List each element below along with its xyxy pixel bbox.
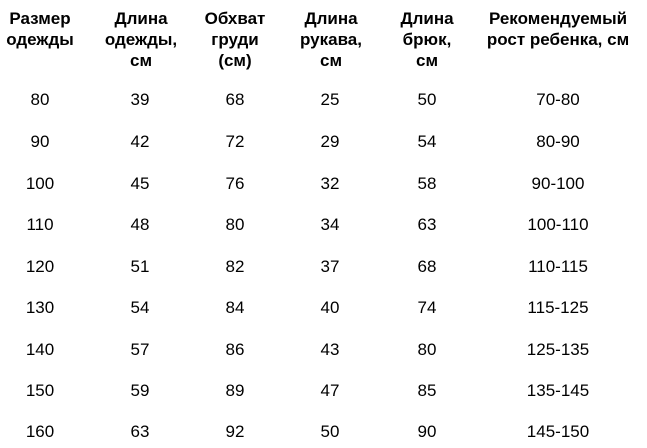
cell-size: 120 [25,257,55,276]
cell-sleeve-length: 37 [320,257,340,276]
cell-chest-girth: 86 [225,340,245,359]
cell-sleeve-length: 32 [320,174,340,193]
table-row [0,173,647,195]
cell-clothing-length: 63 [130,422,150,441]
cell-recommended-height: 110-115 [528,257,588,276]
cell-clothing-length: 42 [130,132,150,151]
table-row [0,131,647,153]
cell-recommended-height: 115-125 [527,298,589,317]
table-row [0,297,647,319]
cell-chest-girth: 72 [225,132,245,151]
cell-chest-girth: 82 [225,257,245,276]
cell-chest-girth: 92 [225,422,245,441]
cell-trousers-length: 50 [417,90,437,109]
cell-sleeve-length: 25 [320,90,340,109]
header-recommended-height: Рекомендуемый рост ребенка, см [486,9,630,49]
table-row [0,380,647,402]
cell-size: 80 [30,90,50,109]
cell-trousers-length: 54 [417,132,437,151]
cell-clothing-length: 48 [130,215,150,234]
cell-chest-girth: 84 [225,298,245,317]
cell-size: 140 [25,340,55,359]
table-row [0,214,647,236]
cell-trousers-length: 68 [417,257,437,276]
cell-size: 150 [25,381,55,400]
table-row [0,421,647,443]
cell-recommended-height: 135-145 [526,381,590,400]
cell-recommended-height: 100-110 [527,215,589,234]
cell-chest-girth: 68 [225,90,245,109]
cell-trousers-length: 63 [417,215,437,234]
cell-trousers-length: 90 [417,422,437,441]
cell-size: 130 [25,298,55,317]
cell-trousers-length: 58 [417,174,437,193]
cell-sleeve-length: 43 [320,340,340,359]
table-row [0,256,647,278]
cell-trousers-length: 85 [417,381,437,400]
cell-size: 100 [25,174,55,193]
cell-sleeve-length: 34 [320,215,340,234]
cell-trousers-length: 74 [417,298,437,317]
cell-recommended-height: 90-100 [531,174,585,193]
header-chest-girth: Обхват груди (см) [204,9,266,70]
cell-chest-girth: 76 [225,174,245,193]
header-trousers-length: Длина брюк, см [400,9,454,70]
cell-sleeve-length: 29 [320,132,340,151]
table-row [0,89,647,111]
cell-chest-girth: 89 [225,381,245,400]
cell-clothing-length: 51 [130,257,150,276]
cell-clothing-length: 54 [130,298,150,317]
cell-clothing-length: 39 [130,90,150,109]
cell-recommended-height: 80-90 [536,132,580,151]
cell-clothing-length: 59 [130,381,150,400]
table-row [0,339,647,361]
cell-recommended-height: 70-80 [536,90,580,109]
cell-clothing-length: 45 [130,174,150,193]
header-clothing-size: Размер одежды [6,9,74,49]
cell-size: 90 [30,132,50,151]
cell-sleeve-length: 40 [320,298,340,317]
cell-sleeve-length: 47 [320,381,340,400]
cell-size: 160 [25,422,55,441]
cell-sleeve-length: 50 [320,422,340,441]
cell-chest-girth: 80 [225,215,245,234]
cell-size: 110 [26,215,54,234]
cell-recommended-height: 125-135 [526,340,590,359]
header-clothing-length: Длина одежды, см [104,9,178,70]
cell-trousers-length: 80 [417,340,437,359]
cell-clothing-length: 57 [130,340,150,359]
cell-recommended-height: 145-150 [526,422,590,441]
header-sleeve-length: Длина рукава, см [300,9,362,70]
